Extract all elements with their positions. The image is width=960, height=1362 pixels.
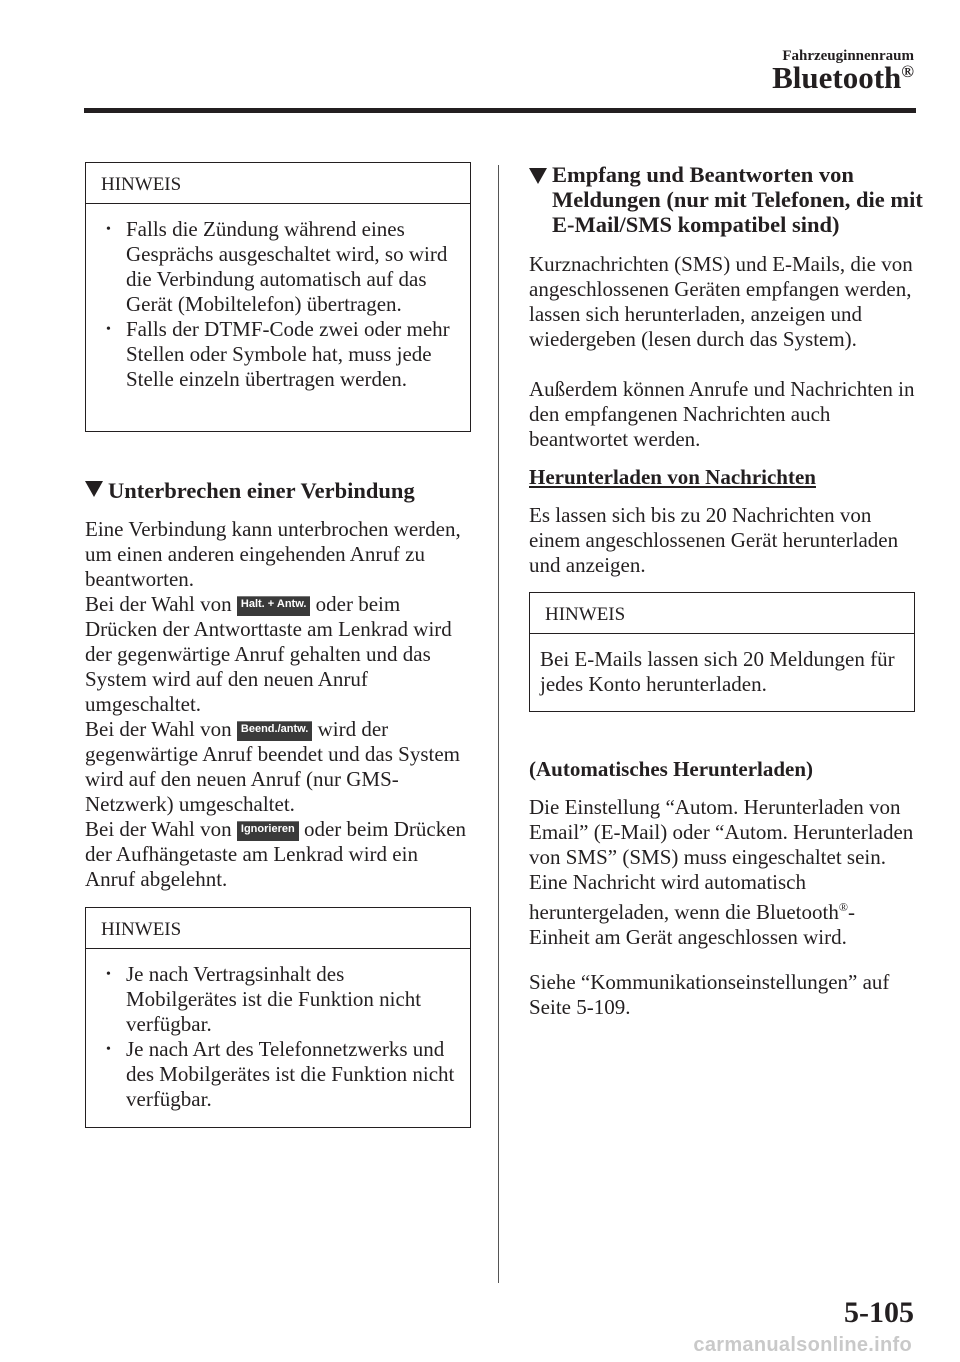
note-body bbox=[86, 204, 470, 402]
note-box-email bbox=[529, 592, 915, 712]
header-rule bbox=[84, 108, 916, 113]
note-item: • Je nach Vertragsinhalt des Mobilgerätes ist die Funktion nicht verfügbar. bbox=[102, 962, 460, 1037]
paragraph-text: Die Einstellung “Autom. Herunterladen von Email” (E-Mail) oder “Autom. Herunterladen von SMS” (SMS) muss eingeschaltet sein. Eine Nachricht wird automatisch heruntergeladen, wenn die Bluetooth bbox=[529, 795, 914, 924]
note-body bbox=[86, 949, 470, 1122]
page-title-text: Bluetooth bbox=[772, 60, 902, 95]
paragraph-text: Bei der Wahl von bbox=[85, 592, 232, 616]
note-item: • Je nach Art des Telefonnetzwerks und des Mobilgerätes ist die Funktion nicht verfügbar. bbox=[102, 1037, 460, 1112]
paragraph-beend-antw bbox=[85, 717, 471, 817]
registered-mark: ® bbox=[838, 900, 848, 914]
note-box-zuendung bbox=[85, 162, 471, 432]
heading-text: Unterbrechen einer Verbindung bbox=[108, 478, 415, 503]
section-label: Fahrzeuginnenraum bbox=[782, 48, 914, 64]
heading-text: Empfang und Beantworten von Meldungen (nur mit Telefonen, die mit E-Mail/SMS kompatibel sind) bbox=[552, 162, 923, 237]
note-label: HINWEIS bbox=[530, 593, 914, 634]
page-title bbox=[772, 60, 914, 96]
triangle-marker-icon bbox=[529, 168, 547, 184]
note-text: Bei E-Mails lassen sich 20 Meldungen für jedes Konto herunterladen. bbox=[540, 647, 895, 696]
section-heading-unterbrechen bbox=[85, 478, 485, 503]
section-heading-empfang bbox=[529, 162, 942, 237]
note-label: HINWEIS bbox=[86, 163, 470, 204]
paragraph bbox=[529, 503, 915, 578]
watermark: carmanualsonline.info bbox=[693, 1334, 912, 1356]
paragraph-ignorieren bbox=[85, 817, 471, 892]
paragraph-text: oder beim Drücken der Antworttaste am Lenkrad wird der gegenwärtige Anruf gehalten und das System wird auf den neuen Anruf umgeschaltet. bbox=[85, 592, 452, 716]
note-list bbox=[102, 217, 460, 392]
paragraph-text: -Einheit am Gerät angeschlossen wird. bbox=[529, 900, 855, 949]
paragraph-text: Außerdem können Anrufe und Nachrichten in den empfangenen Nachrichten auch beantwortet werden. bbox=[529, 377, 915, 451]
paragraph-halt-antw bbox=[85, 592, 471, 717]
paragraph-text: wird der gegenwärtige Anruf beendet und das System wird auf den neuen Anruf (nur GMS-Netzwerk) umgeschaltet. bbox=[85, 717, 460, 816]
paragraph-text: Bei der Wahl von bbox=[85, 817, 232, 841]
registered-mark: ® bbox=[901, 62, 914, 81]
note-item: • Falls die Zündung während eines Gesprächs ausgeschaltet wird, so wird die Verbindung automatisch auf das Gerät (Mobiltelefon) übertragen. bbox=[102, 217, 460, 317]
halt-antw-button-icon: Halt. + Antw. bbox=[237, 596, 311, 616]
paragraph-text: Eine Verbindung kann unterbrochen werden, um einen anderen eingehenden Anruf zu beantworten. bbox=[85, 517, 461, 591]
note-item: • Falls der DTMF-Code zwei oder mehr Stellen oder Symbole hat, muss jede Stelle einzeln übertragen werden. bbox=[102, 317, 460, 392]
paragraph-text: Bei der Wahl von bbox=[85, 717, 232, 741]
note-body bbox=[530, 634, 914, 707]
paragraph-einstellung bbox=[529, 795, 915, 950]
paragraph-siehe bbox=[529, 970, 915, 1020]
paragraph bbox=[529, 377, 915, 452]
subheading-herunterladen: Herunterladen von Nachrichten bbox=[529, 465, 816, 489]
note-box-vertrag bbox=[85, 907, 471, 1128]
paragraph bbox=[529, 252, 915, 352]
subheading-automatisch: (Automatisches Herunterladen) bbox=[529, 757, 814, 781]
note-label: HINWEIS bbox=[86, 908, 470, 949]
paragraph bbox=[85, 517, 471, 592]
beend-antw-button-icon: Beend./antw. bbox=[237, 721, 312, 741]
note-list bbox=[102, 962, 460, 1112]
paragraph-text: Siehe “Kommunikationseinstellungen” auf Seite 5-109. bbox=[529, 970, 890, 1019]
paragraph-text: Kurznachrichten (SMS) und E-Mails, die von angeschlossenen Geräten empfangen werden, lassen sich herunterladen, anzeigen und wiedergeben (lesen durch das System). bbox=[529, 252, 913, 351]
column-divider bbox=[498, 165, 499, 1283]
triangle-marker-icon bbox=[85, 481, 103, 497]
page-number: 5-105 bbox=[844, 1296, 914, 1329]
ignorieren-button-icon: Ignorieren bbox=[237, 821, 299, 841]
paragraph-text: Es lassen sich bis zu 20 Nachrichten von einem angeschlossenen Gerät herunterladen und anzeigen. bbox=[529, 503, 899, 577]
paragraph-text: oder beim Drücken der Aufhängetaste am Lenkrad wird ein Anruf abgelehnt. bbox=[85, 817, 467, 891]
